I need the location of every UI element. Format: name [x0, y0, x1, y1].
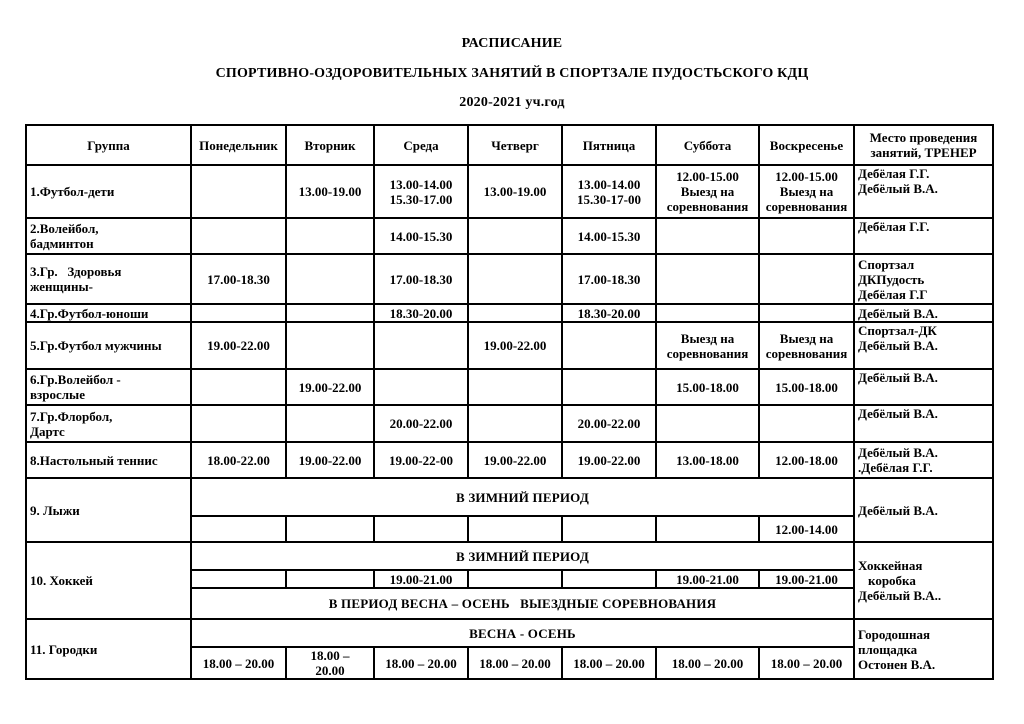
group-line: 2.Волейбол,: [30, 221, 99, 236]
place-line: Дебёлая Г.Г: [858, 286, 928, 302]
group-line: Дартс: [30, 423, 65, 439]
note-line: Выезд на: [779, 330, 834, 346]
group-cell: 4.Гр.Футбол-юноши: [26, 304, 191, 322]
tue-cell: [286, 647, 374, 679]
sat-cell: [656, 165, 759, 218]
group-cell: 1.Футбол-дети: [26, 165, 191, 218]
place-line: Дебёлый В.А.: [858, 181, 938, 196]
fri-cell: [562, 570, 656, 588]
place-line: Дебёлый В.А..: [858, 588, 942, 603]
fri-cell: 19.00-22.00: [562, 442, 656, 478]
col-header-group: Группа: [26, 125, 191, 165]
time-line: 13.00-14.00: [577, 176, 641, 192]
tue-cell: [286, 570, 374, 588]
time-line: 20.00: [315, 663, 345, 678]
time-line: 13.00-14.00: [389, 176, 453, 192]
group-cell: 11. Городки: [26, 619, 191, 679]
doc-subtitle: СПОРТИВНО-ОЗДОРОВИТЕЛЬНЫХ ЗАНЯТИЙ В СПОРТЗАЛЕ ПУДОСТЬСКОГО КДЦ: [215, 66, 809, 81]
thu-cell: [468, 304, 562, 322]
table-row: [26, 254, 993, 304]
thu-cell: [468, 516, 562, 542]
time-line: 18.00 –: [310, 648, 350, 663]
note-line: Выезд на: [680, 184, 735, 199]
wed-cell: [374, 369, 468, 405]
mon-cell: [191, 165, 286, 218]
thu-cell: [468, 570, 562, 588]
group-cell: [26, 218, 191, 254]
tue-cell: [286, 304, 374, 322]
tue-cell: [286, 218, 374, 254]
thu-cell: [468, 369, 562, 405]
place-line: площадка: [858, 641, 918, 657]
place-line: Городошная: [858, 626, 931, 642]
wed-cell: 20.00-22.00: [374, 405, 468, 442]
mon-cell: [191, 218, 286, 254]
sat-cell: 13.00-18.00: [656, 442, 759, 478]
fri-cell: 17.00-18.30: [562, 254, 656, 304]
mon-cell: 18.00-22.00: [191, 442, 286, 478]
col-header-sun: Воскресенье: [759, 125, 854, 165]
group-line: 6.Гр.Волейбол -: [30, 372, 121, 387]
tue-cell: [286, 516, 374, 542]
group-cell: 10. Хоккей: [26, 542, 191, 619]
note-line: соревнования: [666, 199, 749, 214]
place-cell: [854, 442, 993, 478]
place-line: Дебёлый В.А.: [858, 338, 938, 353]
group-line: 3.Гр. Здоровья: [30, 264, 122, 279]
mon-cell: [191, 304, 286, 322]
tue-cell: 19.00-22.00: [286, 442, 374, 478]
table-row: [26, 165, 993, 218]
fri-cell: [562, 516, 656, 542]
place-cell: Дебёлый В.А.: [854, 304, 993, 322]
sat-cell: [656, 304, 759, 322]
period-banner: В ЗИМНИЙ ПЕРИОД: [191, 478, 854, 516]
note-line: Выезд на: [779, 184, 834, 199]
sun-cell: [759, 218, 854, 254]
time-line: 12.00-15.00: [775, 169, 838, 184]
sat-cell: [656, 516, 759, 542]
place-cell: Дебёлая Г.Г.: [854, 218, 993, 254]
fri-cell: 18.00 – 20.00: [562, 647, 656, 679]
col-header-mon: Понедельник: [191, 125, 286, 165]
sun-cell: 15.00-18.00: [759, 369, 854, 405]
place-cell: [854, 254, 993, 304]
table-row: [26, 542, 993, 570]
group-cell: [26, 369, 191, 405]
fri-cell: 14.00-15.30: [562, 218, 656, 254]
wed-cell: [374, 165, 468, 218]
note-line: соревнования: [765, 345, 848, 361]
fri-cell: [562, 165, 656, 218]
mon-cell: 18.00 – 20.00: [191, 647, 286, 679]
group-cell: 5.Гр.Футбол мужчины: [26, 322, 191, 369]
mon-cell: 17.00-18.30: [191, 254, 286, 304]
wed-cell: 19.00-22-00: [374, 442, 468, 478]
tue-cell: [286, 322, 374, 369]
schedule-table: [25, 124, 994, 680]
group-cell: [26, 405, 191, 442]
sat-cell: 18.00 – 20.00: [656, 647, 759, 679]
sun-cell: 19.00-21.00: [759, 570, 854, 588]
note-line: соревнования: [666, 345, 749, 361]
doc-year: 2020-2021 уч.год: [459, 95, 565, 110]
fri-cell: 20.00-22.00: [562, 405, 656, 442]
sat-cell: [656, 322, 759, 369]
place-line: .Дебёлая Г.Г.: [858, 460, 933, 475]
group-cell: [26, 254, 191, 304]
place-line: Дебёлый В.А.: [858, 445, 938, 460]
wed-cell: 17.00-18.30: [374, 254, 468, 304]
place-line: Остонен В.А.: [858, 656, 936, 672]
table-row: [26, 304, 993, 322]
place-cell: Дебёлый В.А.: [854, 478, 993, 542]
period-banner: В ЗИМНИЙ ПЕРИОД: [191, 542, 854, 570]
table-row: [26, 405, 993, 442]
table-row: [26, 619, 993, 647]
col-header-place: [854, 125, 993, 165]
place-cell: Дебёлый В.А.: [854, 405, 993, 442]
group-line: 7.Гр.Флорбол,: [30, 408, 113, 424]
note-line: Выезд на: [680, 330, 735, 346]
table-row: [26, 369, 993, 405]
place-line: Дебёлая Г.Г.: [858, 166, 930, 181]
place-cell: [854, 619, 993, 679]
wed-cell: [374, 516, 468, 542]
place-cell: [854, 165, 993, 218]
mon-cell: [191, 570, 286, 588]
col-header-thu: Четверг: [468, 125, 562, 165]
table-row: [26, 478, 993, 516]
fri-cell: [562, 369, 656, 405]
tue-cell: [286, 254, 374, 304]
sat-cell: [656, 218, 759, 254]
thu-cell: 18.00 – 20.00: [468, 647, 562, 679]
thu-cell: 19.00-22.00: [468, 322, 562, 369]
sun-cell: [759, 405, 854, 442]
thu-cell: [468, 405, 562, 442]
place-line: ДКПудость: [858, 271, 925, 287]
place-cell: [854, 322, 993, 369]
sun-cell: [759, 322, 854, 369]
tue-cell: 13.00-19.00: [286, 165, 374, 218]
col-header-sat: Суббота: [656, 125, 759, 165]
time-line: 15.30-17.00: [389, 191, 453, 207]
group-line: женщины-: [30, 279, 93, 294]
time-line: 15.30-17-00: [577, 191, 641, 207]
col-header-place-line1: Место проведения: [869, 130, 978, 145]
sun-cell: 18.00 – 20.00: [759, 647, 854, 679]
table-row: [26, 322, 993, 369]
fri-cell: [562, 322, 656, 369]
place-line: Спортзал-ДК: [858, 323, 937, 338]
group-cell: 8.Настольный теннис: [26, 442, 191, 478]
col-header-wed: Среда: [374, 125, 468, 165]
wed-cell: 14.00-15.30: [374, 218, 468, 254]
place-cell: Дебёлый В.А.: [854, 369, 993, 405]
time-line: 12.00-15.00: [676, 169, 739, 184]
col-header-tue: Вторник: [286, 125, 374, 165]
tue-cell: [286, 405, 374, 442]
thu-cell: [468, 254, 562, 304]
sat-cell: 19.00-21.00: [656, 570, 759, 588]
sun-cell: [759, 254, 854, 304]
note-line: соревнования: [765, 199, 848, 214]
sun-cell: 12.00-14.00: [759, 516, 854, 542]
sat-cell: [656, 254, 759, 304]
sat-cell: [656, 405, 759, 442]
group-line: взрослые: [30, 387, 85, 402]
table-row: [26, 218, 993, 254]
wed-cell: 19.00-21.00: [374, 570, 468, 588]
sun-cell: [759, 304, 854, 322]
wed-cell: 18.00 – 20.00: [374, 647, 468, 679]
place-line: Хоккейная: [858, 558, 923, 573]
thu-cell: [468, 218, 562, 254]
col-header-fri: Пятница: [562, 125, 656, 165]
mon-cell: 19.00-22.00: [191, 322, 286, 369]
table-header-row: [26, 125, 993, 165]
mon-cell: [191, 516, 286, 542]
wed-cell: [374, 322, 468, 369]
mon-cell: [191, 405, 286, 442]
sat-cell: 15.00-18.00: [656, 369, 759, 405]
table-row: [26, 442, 993, 478]
period-banner: ВЕСНА - ОСЕНЬ: [191, 619, 854, 647]
doc-title: РАСПИСАНИЕ: [461, 36, 563, 51]
sun-cell: [759, 165, 854, 218]
thu-cell: 13.00-19.00: [468, 165, 562, 218]
thu-cell: 19.00-22.00: [468, 442, 562, 478]
place-line: коробка: [868, 573, 916, 588]
tue-cell: 19.00-22.00: [286, 369, 374, 405]
period-banner: В ПЕРИОД ВЕСНА – ОСЕНЬ ВЫЕЗДНЫЕ СОРЕВНОВАНИЯ: [191, 588, 854, 619]
fri-cell: 18.30-20.00: [562, 304, 656, 322]
sun-cell: 12.00-18.00: [759, 442, 854, 478]
wed-cell: 18.30-20.00: [374, 304, 468, 322]
place-line: Спортзал: [858, 256, 915, 272]
group-cell: 9. Лыжи: [26, 478, 191, 542]
col-header-place-line2: занятий, ТРЕНЕР: [870, 145, 977, 160]
place-cell: [854, 542, 993, 619]
mon-cell: [191, 369, 286, 405]
group-line: бадминтон: [30, 236, 94, 251]
